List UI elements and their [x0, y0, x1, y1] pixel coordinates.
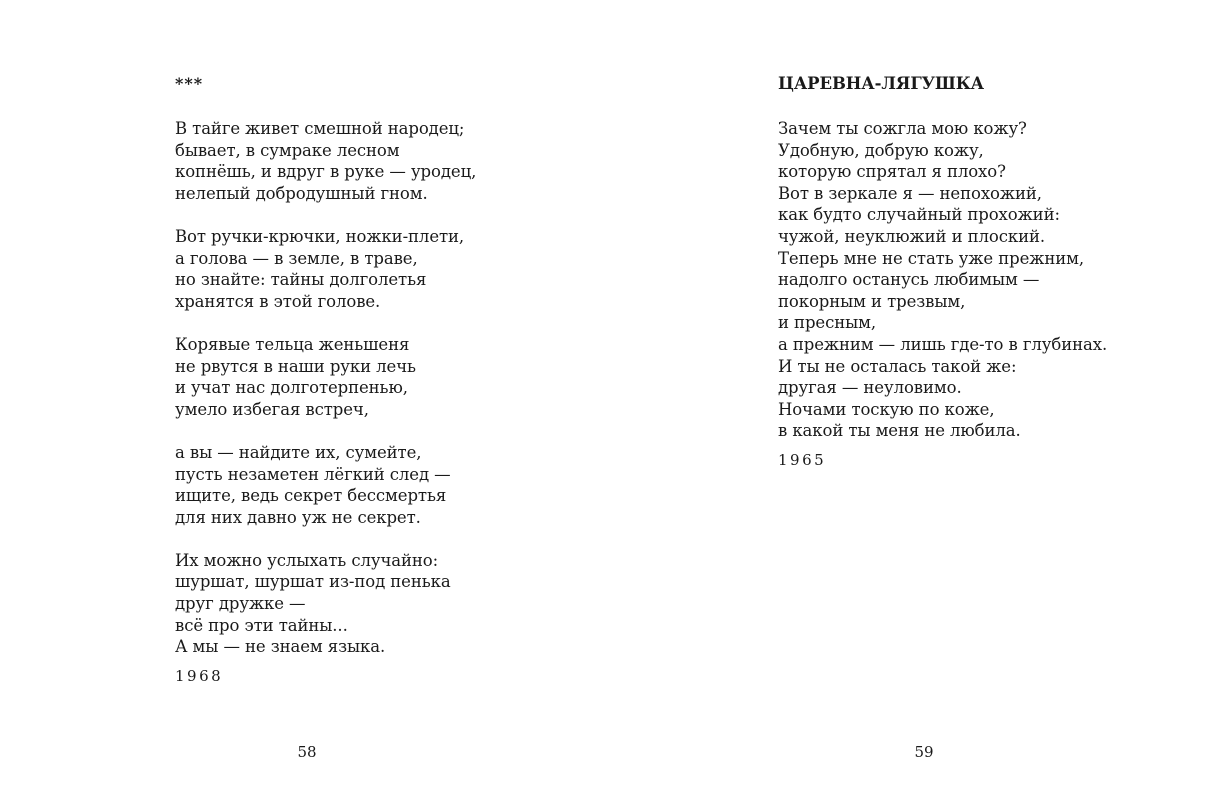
poem-line: пусть незаметен лёгкий след —: [175, 464, 451, 484]
poem-line: чужой, неуклюжий и плоский.: [778, 226, 1046, 246]
poem-line: Удобную, добрую кожу,: [778, 140, 984, 160]
poem-line: хранятся в этой голове.: [175, 291, 381, 311]
poem-line: А мы — не знаем языка.: [175, 637, 386, 657]
poem-line: друг дружке —: [175, 594, 306, 614]
poem-line: всё про эти тайны...: [175, 615, 348, 635]
right-page: [615, 0, 1230, 800]
page-number: 59: [914, 743, 934, 761]
poem-line: Вот ручки-крючки, ножки-плети,: [175, 226, 465, 246]
poem-line: в какой ты меня не любила.: [778, 421, 1021, 441]
poem-line: как будто случайный прохожий:: [778, 205, 1060, 225]
poem-line: надолго останусь любимым —: [778, 270, 1040, 290]
left-poem: [175, 72, 595, 688]
stanza: [175, 118, 595, 204]
poem-line: Теперь мне не стать уже прежним,: [778, 248, 1085, 268]
poem-line: другая — неуловимо.: [778, 378, 962, 398]
poem-line: а голова — в земле, в траве,: [175, 248, 418, 268]
poem-line: В тайге живет смешной народец;: [175, 119, 465, 138]
poem-line: и учат нас долготерпенью,: [175, 378, 408, 398]
poem-line: не рвутся в наши руки лечь: [175, 356, 416, 376]
poem-line: Вот в зеркале я — непохожий,: [778, 183, 1042, 203]
poem-line: нелепый добродушный гном.: [175, 183, 428, 203]
poem-title: ***: [175, 74, 204, 93]
poem-line: а прежним — лишь где-то в глубинах.: [778, 334, 1108, 354]
right-poem: [778, 72, 1218, 472]
poem-line: умело избегая встреч,: [175, 399, 369, 419]
poem-line: но знайте: тайны долголетья: [175, 270, 427, 290]
poem-line: и пресным,: [778, 313, 877, 333]
stanza: [175, 442, 595, 528]
stanzas: [778, 118, 1218, 442]
poem-line: покорным и трезвым,: [778, 291, 966, 311]
poem-line: для них давно уж не секрет.: [175, 507, 421, 527]
poem-line: а вы — найдите их, сумейте,: [175, 442, 422, 462]
poem-line: копнёшь, и вдруг в руке — уродец,: [175, 162, 477, 182]
poem-line: И ты не осталась такой же:: [778, 356, 1017, 376]
poem-line: шуршат, шуршат из-под пенька: [175, 572, 451, 592]
stanza: [175, 334, 595, 420]
poem-line: Ночами тоскую по коже,: [778, 399, 995, 419]
poem-line: которую спрятал я плохо?: [778, 162, 1006, 182]
poem-year: 1965: [778, 450, 827, 469]
poem-title: ЦАРЕВНА-ЛЯГУШКА: [778, 74, 984, 93]
stanza: [175, 550, 595, 658]
stanzas: [175, 118, 595, 658]
stanza: [175, 226, 595, 312]
stanza: [778, 118, 1218, 442]
poem-year: 1968: [175, 666, 224, 685]
page-number: 58: [297, 743, 317, 761]
poem-line: Корявые тельца женьшеня: [175, 334, 410, 354]
poem-line: бывает, в сумраке лесном: [175, 140, 400, 160]
poem-line: Их можно услыхать случайно:: [175, 550, 439, 570]
poem-line: ищите, ведь секрет бессмертья: [175, 486, 447, 506]
poem-line: Зачем ты сожгла мою кожу?: [778, 119, 1027, 138]
